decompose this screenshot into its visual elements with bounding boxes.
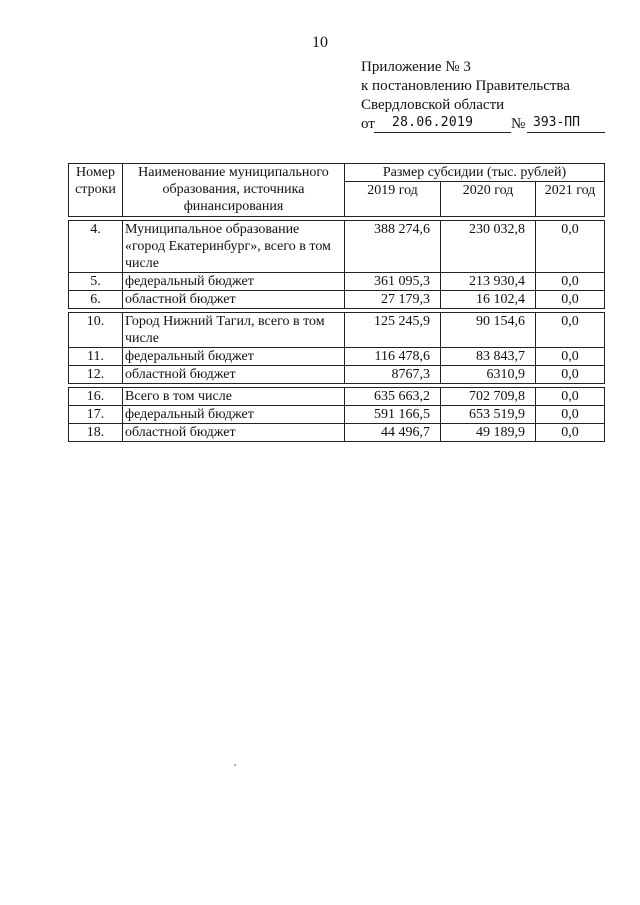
row-name: федеральный бюджет	[123, 406, 345, 424]
date-field	[374, 115, 511, 133]
row-number: 10.	[69, 313, 123, 348]
value-2019: 635 663,2	[345, 388, 441, 406]
value-2019: 591 166,5	[345, 406, 441, 424]
value-2020: 702 709,8	[441, 388, 536, 406]
table-row	[69, 366, 605, 384]
value-2019: 361 095,3	[345, 273, 441, 291]
row-name: Всего в том числе	[123, 388, 345, 406]
value-2020: 90 154,6	[441, 313, 536, 348]
table-row	[69, 221, 605, 273]
value-2019: 44 496,7	[345, 424, 441, 442]
row-name: областной бюджет	[123, 366, 345, 384]
header-year-2021: 2021 год	[536, 182, 605, 217]
row-name: областной бюджет	[123, 424, 345, 442]
resolution-date-line	[361, 115, 580, 134]
number-label: №	[511, 116, 526, 132]
value-2020: 49 189,9	[441, 424, 536, 442]
value-2021: 0,0	[536, 348, 605, 366]
appendix-region: Свердловской области	[361, 97, 505, 113]
table-row	[69, 273, 605, 291]
table-row	[69, 348, 605, 366]
header-year-2020: 2020 год	[441, 182, 536, 217]
value-2020: 83 843,7	[441, 348, 536, 366]
value-2019: 8767,3	[345, 366, 441, 384]
row-name: областной бюджет	[123, 291, 345, 309]
table-row	[69, 406, 605, 424]
value-2020: 230 032,8	[441, 221, 536, 273]
value-2021: 0,0	[536, 366, 605, 384]
value-2020: 16 102,4	[441, 291, 536, 309]
row-name: федеральный бюджет	[123, 348, 345, 366]
header-name: Наименование муниципального образования, источника финансирования	[123, 164, 345, 217]
subsidy-table	[68, 163, 605, 442]
table-row	[69, 388, 605, 406]
row-number: 4.	[69, 221, 123, 273]
header-row-number: Номер строки	[69, 164, 123, 217]
value-2020: 6310,9	[441, 366, 536, 384]
row-number: 12.	[69, 366, 123, 384]
value-2020: 653 519,9	[441, 406, 536, 424]
appendix-header	[361, 58, 580, 134]
table-row	[69, 313, 605, 348]
row-name: Муниципальное образование «город Екатеринбург», всего в том числе	[123, 221, 345, 273]
resolution-number: 393-ПП	[533, 115, 580, 130]
value-2020: 213 930,4	[441, 273, 536, 291]
row-number: 18.	[69, 424, 123, 442]
row-number: 5.	[69, 273, 123, 291]
value-2019: 116 478,6	[345, 348, 441, 366]
number-field	[527, 115, 605, 133]
value-2021: 0,0	[536, 291, 605, 309]
header-subsidy: Размер субсидии (тыс. рублей)	[345, 164, 605, 182]
row-name: Город Нижний Тагил, всего в том числе	[123, 313, 345, 348]
value-2021: 0,0	[536, 221, 605, 273]
row-number: 11.	[69, 348, 123, 366]
value-2021: 0,0	[536, 406, 605, 424]
table-header-row	[69, 164, 605, 182]
value-2021: 0,0	[536, 388, 605, 406]
table-row	[69, 424, 605, 442]
row-number: 17.	[69, 406, 123, 424]
appendix-subtitle: к постановлению Правительства	[361, 78, 570, 94]
page-number: 10	[312, 34, 328, 51]
header-year-2019: 2019 год	[345, 182, 441, 217]
row-number: 16.	[69, 388, 123, 406]
value-2021: 0,0	[536, 424, 605, 442]
value-2019: 388 274,6	[345, 221, 441, 273]
appendix-title: Приложение № 3	[361, 59, 471, 75]
value-2021: 0,0	[536, 313, 605, 348]
scan-speck	[234, 764, 236, 766]
row-name: федеральный бюджет	[123, 273, 345, 291]
value-2019: 125 245,9	[345, 313, 441, 348]
resolution-date: 28.06.2019	[392, 115, 474, 130]
table-row	[69, 291, 605, 309]
row-number: 6.	[69, 291, 123, 309]
value-2021: 0,0	[536, 273, 605, 291]
from-label: от	[361, 116, 375, 132]
value-2019: 27 179,3	[345, 291, 441, 309]
